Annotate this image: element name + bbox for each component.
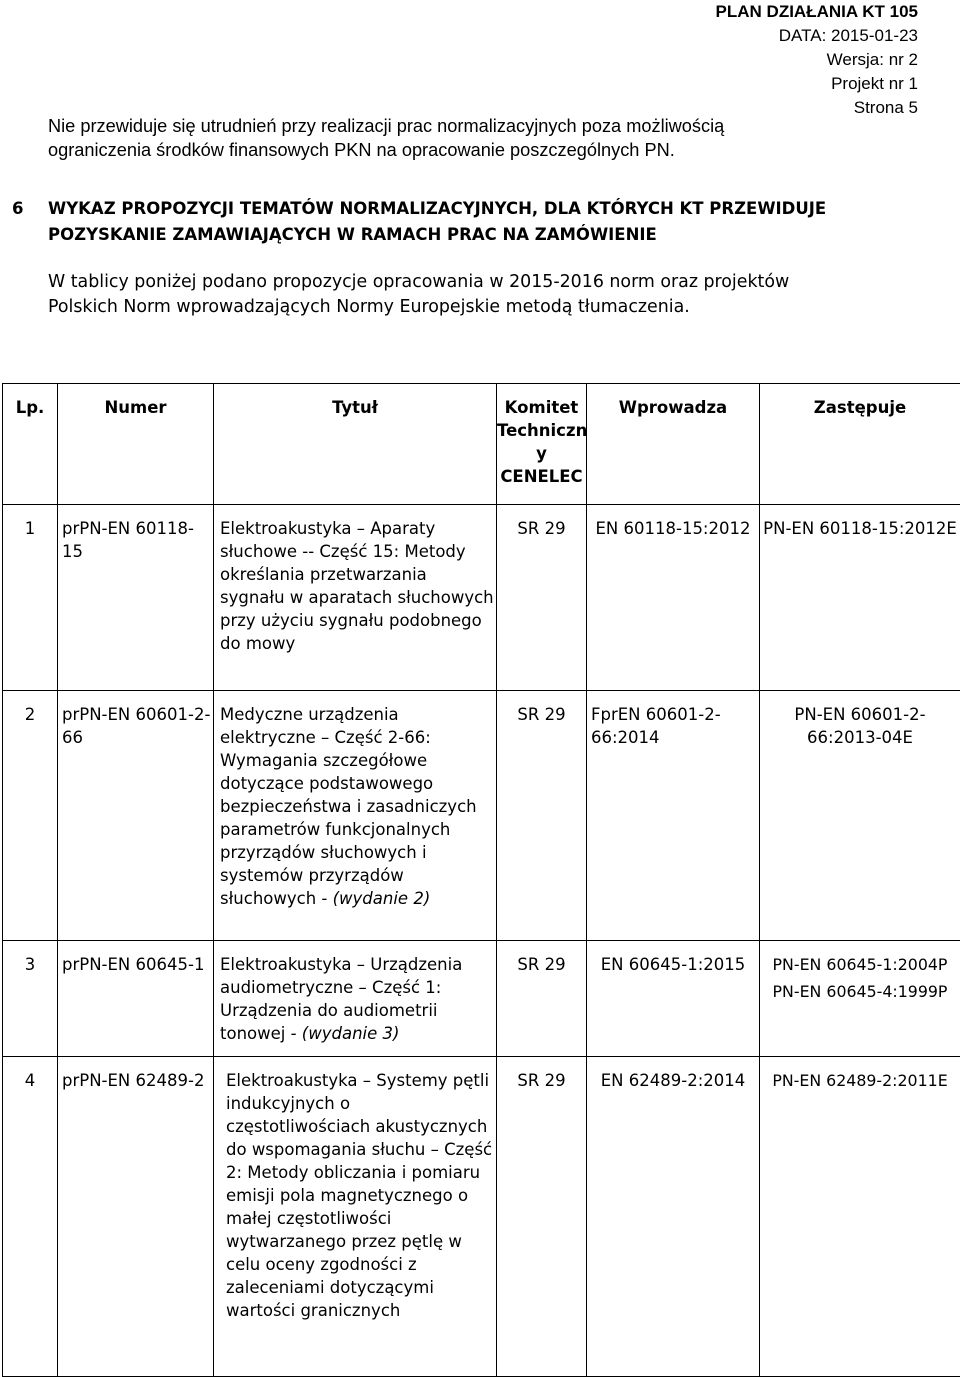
cell-wprowadza: EN 60645-1:2015: [587, 941, 760, 1057]
cell-komitet: SR 29: [497, 941, 587, 1057]
cell-numer: prPN-EN 60601-2-66: [58, 691, 214, 941]
table-row: [3, 941, 960, 1057]
cell-numer: prPN-EN 60645-1: [58, 941, 214, 1057]
cell-zastepuje: [760, 691, 960, 941]
cell-zastepuje: [760, 941, 960, 1057]
intro-line-2: ograniczenia środków finansowych PKN na opracowanie poszczególnych PN.: [48, 138, 920, 162]
cell-tytul: Elektroakustyka – Systemy pętli indukcyjnych o częstotliwościach akustycznych do wspomagania słuchu – Część 2: Metody obliczania i pomiaru emisji pola magnetycznego o małej częstotliwości wytwarzanego przez pętlę w celu oceny zgodności z zaleceniami dotyczącymi wartości granicznych: [214, 1057, 497, 1377]
title-text: Elektroakustyka – Urządzenia audiometryczne – Część 1: Urządzenia do audiometrii tonowej -: [220, 955, 462, 1043]
replaced-standard: PN-EN 60645-1:2004P: [760, 953, 960, 976]
table-row: [3, 691, 960, 941]
title-text: Medyczne urządzenia elektryczne – Część 2-66: Wymagania szczegółowe dotyczące podstawowego bezpieczeństwa i zasadniczych parametrów funkcjonalnych przyrządów słuchowych i systemów przyrządów słuchowych -: [220, 705, 477, 908]
cell-wprowadza: EN 62489-2:2014: [587, 1057, 760, 1377]
replaced-standard: PN-EN 60601-2-66:2013-04E: [760, 703, 960, 749]
section-heading: [12, 196, 930, 248]
table-row: [3, 1057, 960, 1377]
cell-tytul: [214, 691, 497, 941]
document-header: [716, 0, 918, 120]
header-wprowadza: Wprowadza: [587, 384, 760, 505]
header-zastepuje: Zastępuje: [760, 384, 960, 505]
table-row: [3, 505, 960, 691]
section-title-line-1: WYKAZ PROPOZYCJI TEMATÓW NORMALIZACYJNYCH, DLA KTÓRYCH KT PRZEWIDUJE: [48, 199, 826, 218]
lead-line-2: Polskich Norm wprowadzających Normy Europejskie metodą tłumaczenia.: [48, 295, 920, 320]
cell-tytul: [214, 941, 497, 1057]
cell-zastepuje: [760, 505, 960, 691]
replaced-standard: PN-EN 62489-2:2011E: [760, 1069, 960, 1092]
header-lp: Lp.: [3, 384, 58, 505]
doc-date: DATA: 2015-01-23: [716, 24, 918, 48]
cell-zastepuje: [760, 1057, 960, 1377]
section-number: 6: [12, 196, 48, 222]
doc-project: Projekt nr 1: [716, 72, 918, 96]
cell-lp: 3: [3, 941, 58, 1057]
intro-line-1: Nie przewiduje się utrudnień przy realizacji prac normalizacyjnych poza możliwością: [48, 114, 920, 138]
header-komitet-line: y: [497, 442, 586, 465]
plan-title: PLAN DZIAŁANIA KT 105: [716, 0, 918, 24]
replaced-standard: PN-EN 60645-4:1999P: [760, 980, 960, 1003]
cell-komitet: SR 29: [497, 1057, 587, 1377]
header-komitet-line: Techniczn: [497, 419, 586, 442]
standards-table: [2, 383, 960, 1377]
lead-line-1: W tablicy poniżej podano propozycje opracowania w 2015-2016 norm oraz projektów: [48, 270, 920, 295]
cell-lp: 1: [3, 505, 58, 691]
cell-wprowadza: EN 60118-15:2012: [587, 505, 760, 691]
cell-wprowadza: FprEN 60601-2-66:2014: [587, 691, 760, 941]
cell-lp: 2: [3, 691, 58, 941]
cell-numer: prPN-EN 62489-2: [58, 1057, 214, 1377]
doc-version: Wersja: nr 2: [716, 48, 918, 72]
page-number: Strona 5: [716, 96, 918, 120]
table-header-row: [3, 384, 960, 505]
header-komitet-line: Komitet: [497, 396, 586, 419]
header-komitet: [497, 384, 587, 505]
header-komitet-line: CENELEC: [497, 465, 586, 488]
intro-paragraph: [48, 114, 920, 162]
cell-tytul: Elektroakustyka – Aparaty słuchowe -- Część 15: Metody określania przetwarzania sygnału w aparatach słuchowych przy użyciu sygnału podobnego do mowy: [214, 505, 497, 691]
cell-komitet: SR 29: [497, 691, 587, 941]
header-tytul: Tytuł: [214, 384, 497, 505]
lead-paragraph: [48, 270, 920, 320]
header-numer: Numer: [58, 384, 214, 505]
edition-note: (wydanie 3): [302, 1024, 400, 1043]
edition-note: (wydanie 2): [333, 889, 431, 908]
section-title-line-2: POZYSKANIE ZAMAWIAJĄCYCH W RAMACH PRAC NA ZAMÓWIENIE: [12, 222, 930, 248]
cell-numer: prPN-EN 60118-15: [58, 505, 214, 691]
cell-lp: 4: [3, 1057, 58, 1377]
cell-komitet: SR 29: [497, 505, 587, 691]
replaced-standard: PN-EN 60118-15:2012E: [760, 517, 960, 540]
